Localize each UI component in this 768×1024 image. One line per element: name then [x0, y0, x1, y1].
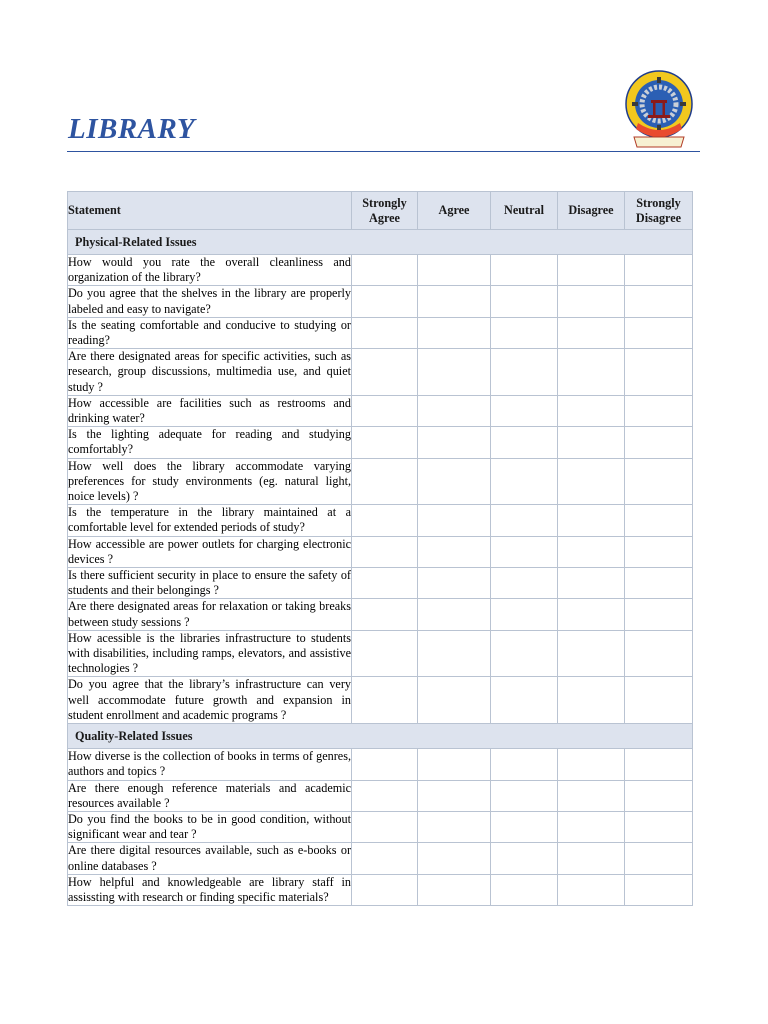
response-cell-agree[interactable]: [418, 458, 491, 505]
response-cell-disagree[interactable]: [558, 349, 625, 396]
response-cell-neutral[interactable]: [491, 811, 558, 842]
response-cell-strongly-disagree[interactable]: [625, 780, 693, 811]
statement-cell: Do you agree that the library’s infrastructure can very well accommodate future growth and expansion in student enrollment and academic programs ?: [68, 677, 351, 722]
table-header-row: [68, 192, 693, 230]
table-row: [68, 568, 693, 599]
response-cell-strongly-agree[interactable]: [352, 286, 418, 317]
table-row: [68, 505, 693, 536]
column-header-agree: Agree: [418, 192, 491, 230]
response-cell-agree[interactable]: [418, 286, 491, 317]
response-cell-strongly-disagree[interactable]: [625, 317, 693, 348]
response-cell-disagree[interactable]: [558, 630, 625, 677]
response-cell-strongly-disagree[interactable]: [625, 286, 693, 317]
table-row: [68, 427, 693, 458]
response-cell-neutral[interactable]: [491, 780, 558, 811]
column-header-strongly-disagree: Strongly Disagree: [625, 192, 693, 230]
response-cell-agree[interactable]: [418, 677, 491, 724]
response-cell-strongly-agree[interactable]: [352, 677, 418, 724]
response-cell-strongly-disagree[interactable]: [625, 568, 693, 599]
table-row: [68, 811, 693, 842]
response-cell-strongly-agree[interactable]: [352, 255, 418, 286]
response-cell-strongly-disagree[interactable]: [625, 505, 693, 536]
response-cell-strongly-agree[interactable]: [352, 427, 418, 458]
section-header-row: [68, 230, 693, 255]
column-header-neutral: Neutral: [491, 192, 558, 230]
statement-cell: Are there enough reference materials and academic resources available ?: [68, 780, 351, 810]
response-cell-disagree[interactable]: [558, 286, 625, 317]
response-cell-disagree[interactable]: [558, 505, 625, 536]
institute-emblem-logo: [624, 67, 694, 155]
response-cell-strongly-disagree[interactable]: [625, 395, 693, 426]
response-cell-disagree[interactable]: [558, 677, 625, 724]
response-cell-disagree[interactable]: [558, 568, 625, 599]
table-row: [68, 255, 693, 286]
response-cell-strongly-disagree[interactable]: [625, 630, 693, 677]
response-cell-agree[interactable]: [418, 568, 491, 599]
response-cell-neutral[interactable]: [491, 427, 558, 458]
statement-cell: Is there sufficient security in place to ensure the safety of students and their belongings ?: [68, 568, 351, 598]
table-row: [68, 349, 693, 396]
response-cell-disagree[interactable]: [558, 395, 625, 426]
statement-cell: Do you agree that the shelves in the library are properly labeled and easy to navigate?: [68, 286, 351, 316]
response-cell-agree[interactable]: [418, 536, 491, 567]
response-cell-neutral[interactable]: [491, 874, 558, 905]
table-row: [68, 536, 693, 567]
statement-cell: How would you rate the overall cleanliness and organization of the library?: [68, 255, 351, 285]
response-cell-strongly-agree[interactable]: [352, 630, 418, 677]
statement-cell: Are there digital resources available, such as e-books or online databases ?: [68, 843, 351, 873]
response-cell-disagree[interactable]: [558, 874, 625, 905]
response-cell-neutral[interactable]: [491, 505, 558, 536]
table-row: [68, 395, 693, 426]
table-row: [68, 677, 693, 724]
statement-cell: Is the seating comfortable and conducive to studying or reading?: [68, 317, 351, 348]
response-cell-agree[interactable]: [418, 811, 491, 842]
table-row: [68, 780, 693, 811]
response-cell-agree[interactable]: [418, 599, 491, 630]
response-cell-disagree[interactable]: [558, 317, 625, 348]
response-cell-disagree[interactable]: [558, 599, 625, 630]
table-row: [68, 458, 693, 505]
response-cell-strongly-disagree[interactable]: [625, 749, 693, 780]
response-cell-disagree[interactable]: [558, 458, 625, 505]
response-cell-agree[interactable]: [418, 395, 491, 426]
section-title: Physical-Related Issues: [68, 230, 693, 255]
response-cell-strongly-agree[interactable]: [352, 749, 418, 780]
response-cell-strongly-agree[interactable]: [352, 505, 418, 536]
response-cell-strongly-agree[interactable]: [352, 811, 418, 842]
table-row: [68, 874, 693, 905]
table-row: [68, 749, 693, 780]
column-header-disagree: Disagree: [558, 192, 625, 230]
response-cell-strongly-agree[interactable]: [352, 458, 418, 505]
response-cell-neutral[interactable]: [491, 349, 558, 396]
section-header-row: [68, 724, 693, 749]
response-cell-neutral[interactable]: [491, 630, 558, 677]
response-cell-strongly-disagree[interactable]: [625, 255, 693, 286]
title-divider: [67, 151, 700, 152]
response-cell-neutral[interactable]: [491, 568, 558, 599]
response-cell-neutral[interactable]: [491, 536, 558, 567]
response-cell-neutral[interactable]: [491, 677, 558, 724]
response-cell-disagree[interactable]: [558, 536, 625, 567]
response-cell-strongly-disagree[interactable]: [625, 874, 693, 905]
statement-cell: How accessible are facilities such as restrooms and drinking water?: [68, 395, 351, 426]
statement-cell: Do you find the books to be in good condition, without significant wear and tear ?: [68, 811, 351, 842]
table-row: [68, 630, 693, 677]
response-cell-strongly-disagree[interactable]: [625, 458, 693, 505]
response-cell-agree[interactable]: [418, 780, 491, 811]
statement-cell: How accessible are power outlets for charging electronic devices ?: [68, 536, 351, 566]
response-cell-strongly-disagree[interactable]: [625, 811, 693, 842]
table-row: [68, 843, 693, 874]
response-cell-strongly-disagree[interactable]: [625, 427, 693, 458]
response-cell-disagree[interactable]: [558, 780, 625, 811]
statement-cell: How diverse is the collection of books in terms of genres, authors and topics ?: [68, 749, 351, 779]
response-cell-strongly-agree[interactable]: [352, 349, 418, 396]
response-cell-strongly-disagree[interactable]: [625, 677, 693, 724]
statement-cell: Are there designated areas for relaxation or taking breaks between study sessions ?: [68, 599, 351, 629]
response-cell-strongly-disagree[interactable]: [625, 599, 693, 630]
statement-cell: How helpful and knowledgeable are library staff in assissting with research or finding specific materials?: [68, 874, 351, 904]
response-cell-strongly-disagree[interactable]: [625, 536, 693, 567]
response-cell-agree[interactable]: [418, 874, 491, 905]
response-cell-strongly-agree[interactable]: [352, 395, 418, 426]
response-cell-disagree[interactable]: [558, 749, 625, 780]
statement-cell: How well does the library accommodate varying preferences for study environments (eg. natural light, noice levels) ?: [68, 458, 351, 504]
response-cell-strongly-agree[interactable]: [352, 536, 418, 567]
response-cell-neutral[interactable]: [491, 599, 558, 630]
table-row: [68, 599, 693, 630]
response-cell-strongly-disagree[interactable]: [625, 349, 693, 396]
response-cell-strongly-agree[interactable]: [352, 843, 418, 874]
response-cell-strongly-agree[interactable]: [352, 874, 418, 905]
statement-cell: Is the lighting adequate for reading and studying comfortably?: [68, 427, 351, 457]
table-row: [68, 286, 693, 317]
response-cell-agree[interactable]: [418, 349, 491, 396]
response-cell-neutral[interactable]: [491, 395, 558, 426]
response-cell-neutral[interactable]: [491, 286, 558, 317]
response-cell-agree[interactable]: [418, 255, 491, 286]
response-cell-neutral[interactable]: [491, 843, 558, 874]
response-cell-agree[interactable]: [418, 317, 491, 348]
section-title: Quality-Related Issues: [68, 724, 693, 749]
response-cell-neutral[interactable]: [491, 458, 558, 505]
response-cell-disagree[interactable]: [558, 843, 625, 874]
response-cell-agree[interactable]: [418, 630, 491, 677]
page-title: LIBRARY: [68, 113, 196, 145]
response-cell-disagree[interactable]: [558, 811, 625, 842]
response-cell-strongly-agree[interactable]: [352, 599, 418, 630]
response-cell-disagree[interactable]: [558, 255, 625, 286]
response-cell-neutral[interactable]: [491, 749, 558, 780]
response-cell-neutral[interactable]: [491, 255, 558, 286]
statement-cell: Is the temperature in the library maintained at a comfortable level for extended periods of study?: [68, 505, 351, 535]
response-cell-strongly-agree[interactable]: [352, 317, 418, 348]
table-row: [68, 317, 693, 348]
statement-cell: How acessible is the libraries infrastructure to students with disabilities, including ramps, elevators, and assistive technologies ?: [68, 630, 351, 676]
response-cell-agree[interactable]: [418, 843, 491, 874]
statement-cell: Are there designated areas for specific activities, such as research, group discussions, multimedia use, and quiet study ?: [68, 349, 351, 394]
response-cell-agree[interactable]: [418, 749, 491, 780]
column-header-strongly-agree: Strongly Agree: [352, 192, 418, 230]
response-cell-strongly-disagree[interactable]: [625, 843, 693, 874]
response-cell-agree[interactable]: [418, 505, 491, 536]
column-header-statement: Statement: [68, 192, 352, 230]
response-cell-agree[interactable]: [418, 427, 491, 458]
response-cell-strongly-agree[interactable]: [352, 568, 418, 599]
library-survey-table: [67, 191, 693, 906]
response-cell-disagree[interactable]: [558, 427, 625, 458]
response-cell-neutral[interactable]: [491, 317, 558, 348]
response-cell-strongly-agree[interactable]: [352, 780, 418, 811]
